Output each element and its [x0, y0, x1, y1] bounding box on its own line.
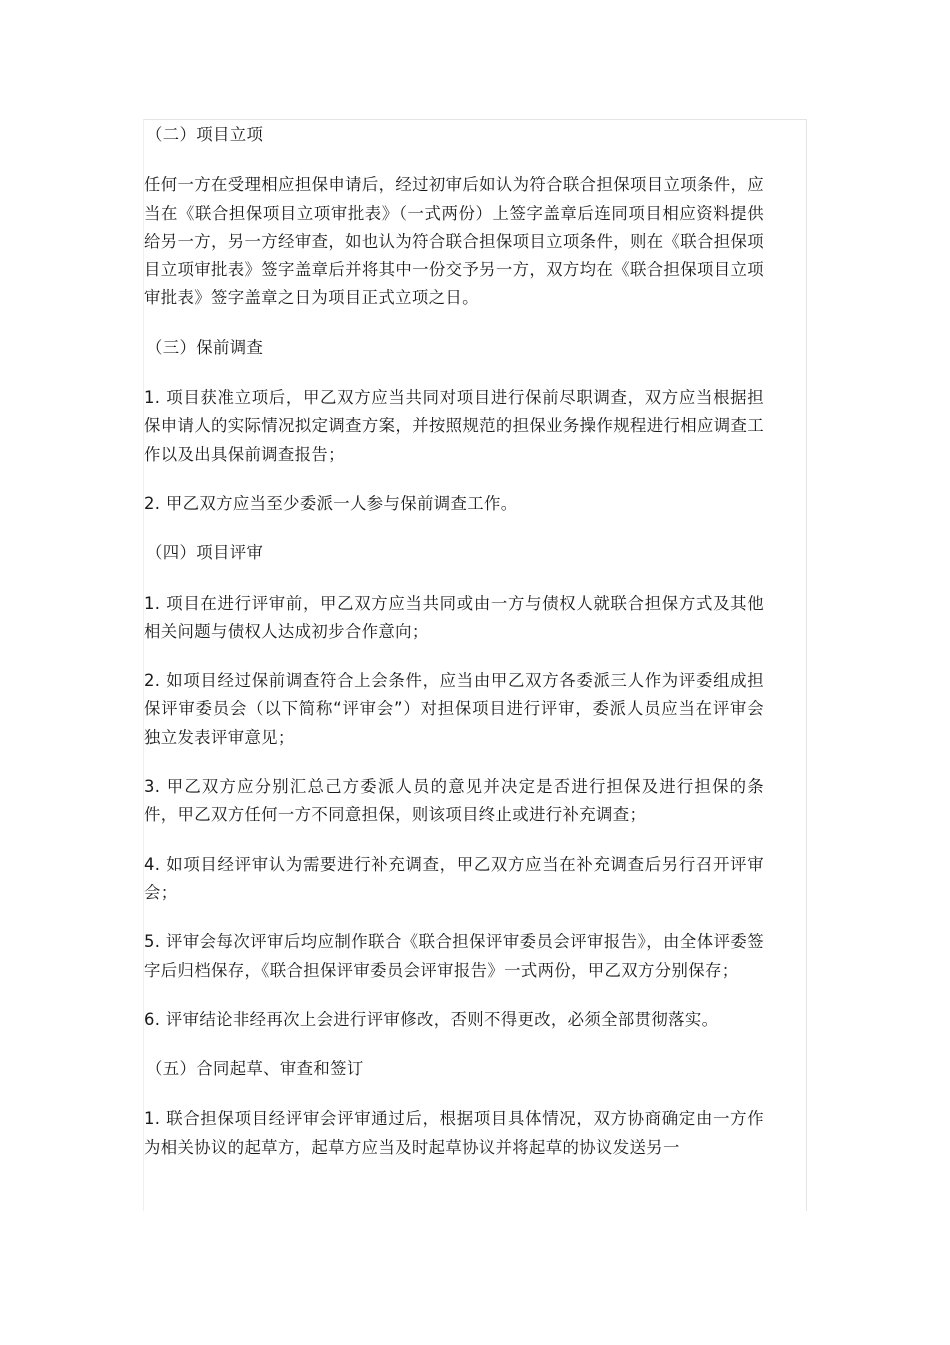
paragraph: 3. 甲乙双方应分别汇总己方委派人员的意见并决定是否进行担保及进行担保的条件，甲乙双方任何一方不同意担保，则该项目终止或进行补充调查；: [144, 777, 764, 825]
paragraph: 1. 项目获准立项后，甲乙双方应当共同对项目进行保前尽职调查，双方应当根据担保申请人的实际情况拟定调查方案，并按照规范的担保业务操作规程进行相应调查工作以及出具保前调查报告；: [144, 388, 764, 464]
paragraph: 4. 如项目经评审认为需要进行补充调查，甲乙双方应当在补充调查后另行召开评审会；: [144, 854, 764, 902]
section-heading: （五）合同起草、审查和签订: [146, 1059, 364, 1079]
section-heading: （三）保前调查: [146, 337, 264, 357]
section-heading: （四）项目评审: [146, 543, 264, 563]
paragraph: 1. 项目在进行评审前，甲乙双方应当共同或由一方与债权人就联合担保方式及其他相关问题与债权人达成初步合作意向；: [144, 593, 764, 641]
document-body: [144, 120, 764, 1162]
section-heading: （二）项目立项: [146, 125, 264, 144]
paragraph: 任何一方在受理相应担保申请后，经过初审后如认为符合联合担保项目立项条件，应当在《联合担保项目立项审批表》（一式两份）上签字盖章后连同项目相应资料提供给另一方，另一方经审查，如也认为符合联合担保项目立项条件，则在《联合担保项目立项审批表》签字盖章后并将其中一份交予另一方，双方均在《联合担保项目立项审批表》签字盖章之日为项目正式立项之日。: [144, 175, 764, 308]
paragraph: 2. 甲乙双方应当至少委派一人参与保前调查工作。: [144, 493, 518, 513]
paragraph: 1. 联合担保项目经评审会评审通过后，根据项目具体情况，双方协商确定由一方作为相关协议的起草方，起草方应当及时起草协议并将起草的协议发送另一: [144, 1109, 764, 1157]
paragraph: 5. 评审会每次评审后均应制作联合《联合担保评审委员会评审报告》，由全体评委签字后归档保存，《联合担保评审委员会评审报告》一式两份，甲乙双方分别保存；: [144, 932, 764, 980]
document-page: [143, 119, 807, 1211]
paragraph: 6. 评审结论非经再次上会进行评审修改，否则不得更改，必须全部贯彻落实。: [144, 1009, 719, 1029]
paragraph: 2. 如项目经过保前调查符合上会条件，应当由甲乙双方各委派三人作为评委组成担保评审委员会（以下简称“评审会”）对担保项目进行评审，委派人员应当在评审会独立发表评审意见；: [144, 671, 764, 747]
